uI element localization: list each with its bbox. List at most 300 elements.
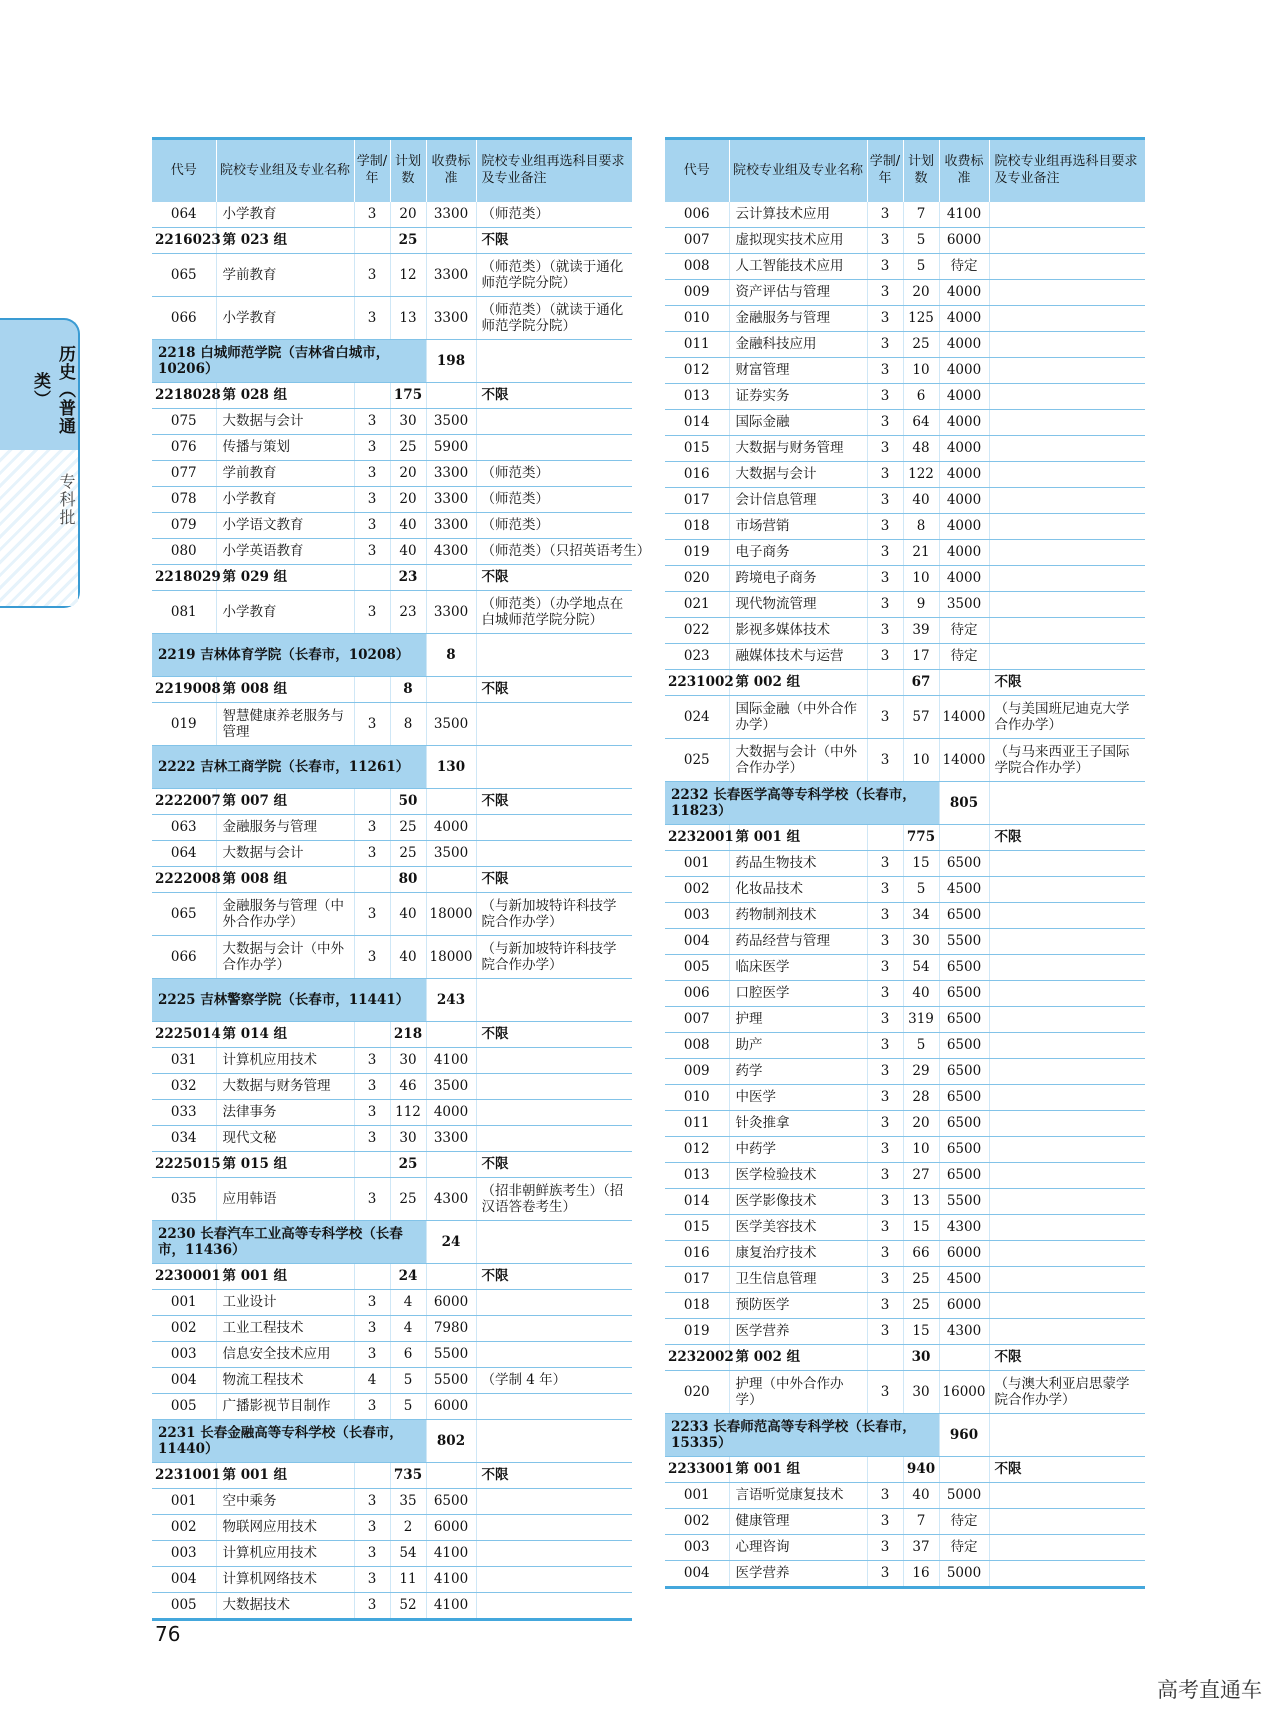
major-years: 3: [354, 1290, 390, 1316]
major-code: 003: [152, 1541, 216, 1567]
major-years: 3: [867, 1483, 903, 1509]
major-note: [989, 1111, 1145, 1137]
major-fee: 待定: [939, 1509, 989, 1535]
major-years: 3: [354, 815, 390, 841]
major-name: 大数据技术: [216, 1593, 354, 1620]
major-row: [152, 1567, 632, 1593]
major-code: 011: [665, 332, 729, 358]
group-name: 第 002 组: [729, 670, 867, 696]
group-requirement: 不限: [476, 1463, 632, 1489]
major-years: 3: [867, 955, 903, 981]
major-note: [989, 358, 1145, 384]
major-row: [152, 1316, 632, 1342]
major-code: 008: [665, 1033, 729, 1059]
major-years: 3: [867, 202, 903, 228]
major-note: [989, 436, 1145, 462]
major-name: 计算机应用技术: [216, 1048, 354, 1074]
institution-plan: 130: [426, 746, 476, 789]
major-plan: 10: [903, 566, 939, 592]
institution-row: [152, 1221, 632, 1264]
major-plan: 27: [903, 1163, 939, 1189]
major-plan: 57: [903, 696, 939, 739]
group-years: [354, 1022, 390, 1048]
major-row: [152, 1178, 632, 1221]
major-fee: 3300: [426, 487, 476, 513]
major-years: 3: [867, 851, 903, 877]
major-plan: 30: [390, 1126, 426, 1152]
major-row: [152, 1290, 632, 1316]
group-code: 2219008: [152, 677, 216, 703]
major-note: [989, 1509, 1145, 1535]
major-years: 3: [867, 1267, 903, 1293]
major-row: [665, 1319, 1145, 1345]
major-note: [989, 1163, 1145, 1189]
major-years: 3: [867, 618, 903, 644]
major-name: 金融服务与管理: [729, 306, 867, 332]
major-fee: 4100: [426, 1048, 476, 1074]
major-row: [152, 1100, 632, 1126]
major-name: 口腔医学: [729, 981, 867, 1007]
major-code: 007: [665, 228, 729, 254]
group-name: 第 001 组: [216, 1463, 354, 1489]
major-years: 3: [354, 1316, 390, 1342]
group-name: 第 015 组: [216, 1152, 354, 1178]
major-years: 3: [867, 1215, 903, 1241]
major-years: 3: [354, 1126, 390, 1152]
group-fee: [939, 1457, 989, 1483]
major-note: [476, 409, 632, 435]
group-name: 第 008 组: [216, 677, 354, 703]
major-note: [989, 540, 1145, 566]
major-fee: 4000: [939, 514, 989, 540]
major-row: [665, 228, 1145, 254]
major-row: [152, 202, 632, 228]
header-years: 学制/年: [354, 139, 390, 203]
major-plan: 5: [903, 1033, 939, 1059]
major-name: 财富管理: [729, 358, 867, 384]
major-row: [665, 592, 1145, 618]
major-plan: 48: [903, 436, 939, 462]
major-note: [989, 306, 1145, 332]
major-code: 015: [665, 436, 729, 462]
group-row: [665, 1457, 1145, 1483]
major-name: 助产: [729, 1033, 867, 1059]
major-code: 006: [665, 981, 729, 1007]
major-plan: 5: [903, 877, 939, 903]
major-plan: 37: [903, 1535, 939, 1561]
major-note: [476, 1394, 632, 1420]
group-plan: 24: [390, 1264, 426, 1290]
group-plan: 775: [903, 825, 939, 851]
major-years: 3: [867, 1059, 903, 1085]
major-row: [152, 1126, 632, 1152]
major-note: [989, 618, 1145, 644]
major-code: 008: [665, 254, 729, 280]
group-row: [665, 1345, 1145, 1371]
group-code: 2233001: [665, 1457, 729, 1483]
major-plan: 39: [903, 618, 939, 644]
major-code: 033: [152, 1100, 216, 1126]
major-fee: 6000: [939, 1241, 989, 1267]
major-note: （师范类）（只招英语考生）: [476, 539, 632, 565]
major-fee: 6500: [939, 1007, 989, 1033]
major-years: 3: [354, 1489, 390, 1515]
major-name: 影视多媒体技术: [729, 618, 867, 644]
major-note: [476, 1126, 632, 1152]
group-row: [152, 1463, 632, 1489]
major-name: 市场营销: [729, 514, 867, 540]
major-name: 小学英语教育: [216, 539, 354, 565]
group-years: [354, 228, 390, 254]
major-plan: 25: [390, 435, 426, 461]
major-code: 010: [665, 1085, 729, 1111]
major-plan: 16: [903, 1561, 939, 1588]
major-name: 跨境电子商务: [729, 566, 867, 592]
major-fee: 3500: [426, 841, 476, 867]
major-row: [152, 815, 632, 841]
major-code: 012: [665, 358, 729, 384]
header-note: 院校专业组再选科目要求及专业备注: [476, 139, 632, 203]
major-plan: 5: [903, 254, 939, 280]
major-fee: 6000: [426, 1290, 476, 1316]
major-plan: 5: [390, 1394, 426, 1420]
group-name: 第 023 组: [216, 228, 354, 254]
major-note: （与马来西亚王子国际学院合作办学）: [989, 739, 1145, 782]
major-row: [665, 254, 1145, 280]
major-note: [989, 1033, 1145, 1059]
major-row: [152, 591, 632, 634]
group-row: [665, 825, 1145, 851]
major-note: [989, 332, 1145, 358]
major-name: 空中乘务: [216, 1489, 354, 1515]
major-code: 015: [665, 1215, 729, 1241]
major-fee: 4000: [426, 815, 476, 841]
major-row: [152, 1074, 632, 1100]
major-plan: 10: [903, 358, 939, 384]
major-plan: 11: [390, 1567, 426, 1593]
major-fee: 3500: [939, 592, 989, 618]
major-code: 018: [665, 514, 729, 540]
group-code: 2222008: [152, 867, 216, 893]
institution-name: 2232 长春医学高等专科学校（长春市，11823）: [665, 782, 939, 825]
group-plan: 218: [390, 1022, 426, 1048]
major-code: 016: [665, 462, 729, 488]
major-code: 031: [152, 1048, 216, 1074]
major-code: 001: [665, 1483, 729, 1509]
major-code: 007: [665, 1007, 729, 1033]
admission-table-right: [665, 137, 1145, 1589]
major-fee: 6500: [939, 1059, 989, 1085]
major-plan: 319: [903, 1007, 939, 1033]
major-code: 012: [665, 1137, 729, 1163]
major-name: 护理（中外合作办学）: [729, 1371, 867, 1414]
major-years: 3: [867, 1371, 903, 1414]
institution-plan: 805: [939, 782, 989, 825]
major-years: 3: [867, 540, 903, 566]
page-number: 76: [155, 1622, 181, 1646]
major-fee: 14000: [939, 696, 989, 739]
major-years: 3: [354, 539, 390, 565]
major-fee: 3300: [426, 513, 476, 539]
major-plan: 40: [390, 893, 426, 936]
major-row: [665, 1267, 1145, 1293]
institution-row: [152, 746, 632, 789]
major-fee: 4000: [939, 462, 989, 488]
major-fee: 3500: [426, 409, 476, 435]
major-code: 023: [665, 644, 729, 670]
major-row: [152, 1394, 632, 1420]
group-fee: [426, 789, 476, 815]
major-name: 小学语文教育: [216, 513, 354, 539]
major-note: （与澳大利亚启思蒙学院合作办学）: [989, 1371, 1145, 1414]
major-plan: 125: [903, 306, 939, 332]
major-row: [665, 955, 1145, 981]
major-row: [665, 280, 1145, 306]
group-fee: [426, 1463, 476, 1489]
major-fee: 6500: [939, 1137, 989, 1163]
institution-row: [152, 634, 632, 677]
institution-row: [152, 1420, 632, 1463]
major-fee: 4300: [939, 1215, 989, 1241]
major-code: 063: [152, 815, 216, 841]
major-row: [665, 1033, 1145, 1059]
major-fee: 4000: [939, 358, 989, 384]
group-fee: [426, 228, 476, 254]
major-plan: 40: [390, 539, 426, 565]
major-fee: 6500: [939, 1033, 989, 1059]
major-years: 3: [867, 462, 903, 488]
group-fee: [426, 677, 476, 703]
major-name: 人工智能技术应用: [729, 254, 867, 280]
major-name: 预防医学: [729, 1293, 867, 1319]
group-years: [867, 1345, 903, 1371]
major-years: 3: [354, 936, 390, 979]
major-fee: 4000: [939, 306, 989, 332]
major-name: 医学营养: [729, 1561, 867, 1588]
group-plan: 50: [390, 789, 426, 815]
major-fee: 4500: [939, 877, 989, 903]
major-years: 3: [354, 1048, 390, 1074]
major-code: 020: [665, 1371, 729, 1414]
major-row: [665, 1293, 1145, 1319]
major-row: [665, 618, 1145, 644]
major-row: [665, 1215, 1145, 1241]
major-years: 3: [354, 1178, 390, 1221]
major-row: [665, 436, 1145, 462]
major-plan: 10: [903, 739, 939, 782]
admission-table-left: [152, 137, 651, 1621]
group-plan: 735: [390, 1463, 426, 1489]
group-years: [354, 677, 390, 703]
major-code: 024: [665, 696, 729, 739]
group-requirement: 不限: [476, 1022, 632, 1048]
group-name: 第 002 组: [729, 1345, 867, 1371]
group-requirement: 不限: [476, 1264, 632, 1290]
group-name: 第 001 组: [216, 1264, 354, 1290]
group-code: 2216023: [152, 228, 216, 254]
major-plan: 15: [903, 1319, 939, 1345]
major-code: 013: [665, 1163, 729, 1189]
major-name: 传播与策划: [216, 435, 354, 461]
header-note: 院校专业组再选科目要求及专业备注: [989, 139, 1145, 203]
major-years: 3: [867, 436, 903, 462]
major-years: 3: [354, 591, 390, 634]
major-code: 032: [152, 1074, 216, 1100]
watermark: 高考直通车: [1157, 1678, 1262, 1702]
group-years: [354, 1463, 390, 1489]
major-name: 言语听觉康复技术: [729, 1483, 867, 1509]
major-row: [152, 1541, 632, 1567]
major-code: 076: [152, 435, 216, 461]
major-name: 药学: [729, 1059, 867, 1085]
institution-name: 2230 长春汽车工业高等专科学校（长春市，11436）: [152, 1221, 426, 1264]
header-code: 代号: [152, 139, 216, 203]
major-name: 电子商务: [729, 540, 867, 566]
institution-row: [665, 782, 1145, 825]
major-row: [665, 851, 1145, 877]
group-code: 2231001: [152, 1463, 216, 1489]
major-name: 物联网应用技术: [216, 1515, 354, 1541]
major-name: 小学教育: [216, 487, 354, 513]
group-years: [354, 789, 390, 815]
major-name: 心理咨询: [729, 1535, 867, 1561]
group-name: 第 028 组: [216, 383, 354, 409]
major-plan: 6: [390, 1342, 426, 1368]
major-years: 3: [867, 1137, 903, 1163]
major-years: 3: [867, 280, 903, 306]
major-name: 大数据与财务管理: [729, 436, 867, 462]
major-name: 中药学: [729, 1137, 867, 1163]
major-plan: 29: [903, 1059, 939, 1085]
institution-name: 2231 长春金融高等专科学校（长春市，11440）: [152, 1420, 426, 1463]
major-years: 3: [867, 1509, 903, 1535]
major-row: [152, 539, 632, 565]
major-row: [665, 1085, 1145, 1111]
major-code: 065: [152, 254, 216, 297]
header-fee: 收费标准: [426, 139, 476, 203]
major-note: [476, 1316, 632, 1342]
major-row: [665, 332, 1145, 358]
major-code: 077: [152, 461, 216, 487]
major-note: [476, 435, 632, 461]
major-note: [989, 1319, 1145, 1345]
major-note: （师范类）: [476, 202, 632, 228]
major-name: 护理: [729, 1007, 867, 1033]
major-code: 066: [152, 297, 216, 340]
major-name: 融媒体技术与运营: [729, 644, 867, 670]
major-code: 005: [665, 955, 729, 981]
group-name: 第 007 组: [216, 789, 354, 815]
major-note: [989, 1189, 1145, 1215]
major-row: [665, 739, 1145, 782]
major-row: [152, 409, 632, 435]
major-note: [989, 1535, 1145, 1561]
major-years: 3: [867, 1085, 903, 1111]
major-name: 健康管理: [729, 1509, 867, 1535]
major-row: [665, 981, 1145, 1007]
group-plan: 940: [903, 1457, 939, 1483]
major-code: 080: [152, 539, 216, 565]
major-fee: 5500: [939, 1189, 989, 1215]
major-note: [989, 384, 1145, 410]
major-name: 信息安全技术应用: [216, 1342, 354, 1368]
group-name: 第 001 组: [729, 1457, 867, 1483]
major-plan: 9: [903, 592, 939, 618]
major-note: [989, 1137, 1145, 1163]
major-note: [989, 981, 1145, 1007]
institution-note: [476, 979, 632, 1022]
institution-name: 2219 吉林体育学院（长春市，10208）: [152, 634, 426, 677]
major-code: 004: [665, 929, 729, 955]
major-note: [476, 1489, 632, 1515]
major-plan: 15: [903, 851, 939, 877]
major-code: 006: [665, 202, 729, 228]
group-code: 2232001: [665, 825, 729, 851]
major-fee: 3300: [426, 461, 476, 487]
major-note: [989, 877, 1145, 903]
major-name: 金融服务与管理: [216, 815, 354, 841]
major-code: 020: [665, 566, 729, 592]
institution-note: [989, 1414, 1145, 1457]
major-plan: 40: [903, 981, 939, 1007]
major-note: [989, 1483, 1145, 1509]
major-fee: 18000: [426, 936, 476, 979]
major-row: [152, 841, 632, 867]
major-plan: 112: [390, 1100, 426, 1126]
major-name: 大数据与会计（中外合作办学）: [729, 739, 867, 782]
major-fee: 6500: [939, 851, 989, 877]
major-plan: 2: [390, 1515, 426, 1541]
major-plan: 40: [390, 936, 426, 979]
major-years: 3: [354, 703, 390, 746]
group-fee: [426, 1152, 476, 1178]
major-code: 018: [665, 1293, 729, 1319]
major-plan: 25: [390, 1178, 426, 1221]
major-fee: 5000: [939, 1483, 989, 1509]
major-fee: 14000: [939, 739, 989, 782]
group-code: 2232002: [665, 1345, 729, 1371]
group-fee: [426, 867, 476, 893]
major-name: 大数据与会计: [216, 409, 354, 435]
major-row: [665, 540, 1145, 566]
group-plan: 67: [903, 670, 939, 696]
major-plan: 54: [390, 1541, 426, 1567]
major-plan: 25: [903, 1293, 939, 1319]
major-years: 3: [354, 513, 390, 539]
group-requirement: 不限: [476, 383, 632, 409]
group-plan: 175: [390, 383, 426, 409]
major-name: 法律事务: [216, 1100, 354, 1126]
group-row: [152, 867, 632, 893]
group-requirement: 不限: [989, 670, 1145, 696]
major-name: 会计信息管理: [729, 488, 867, 514]
major-fee: 待定: [939, 644, 989, 670]
major-note: [476, 1074, 632, 1100]
major-code: 025: [665, 739, 729, 782]
group-requirement: 不限: [476, 677, 632, 703]
major-note: [989, 955, 1145, 981]
group-years: [354, 867, 390, 893]
institution-plan: 802: [426, 1420, 476, 1463]
major-code: 005: [152, 1593, 216, 1620]
group-code: 2230001: [152, 1264, 216, 1290]
major-note: （招非朝鲜族考生）（招汉语答卷考生）: [476, 1178, 632, 1221]
major-row: [152, 1489, 632, 1515]
major-code: 001: [152, 1290, 216, 1316]
major-plan: 8: [390, 703, 426, 746]
major-years: 3: [867, 410, 903, 436]
major-years: 3: [867, 696, 903, 739]
